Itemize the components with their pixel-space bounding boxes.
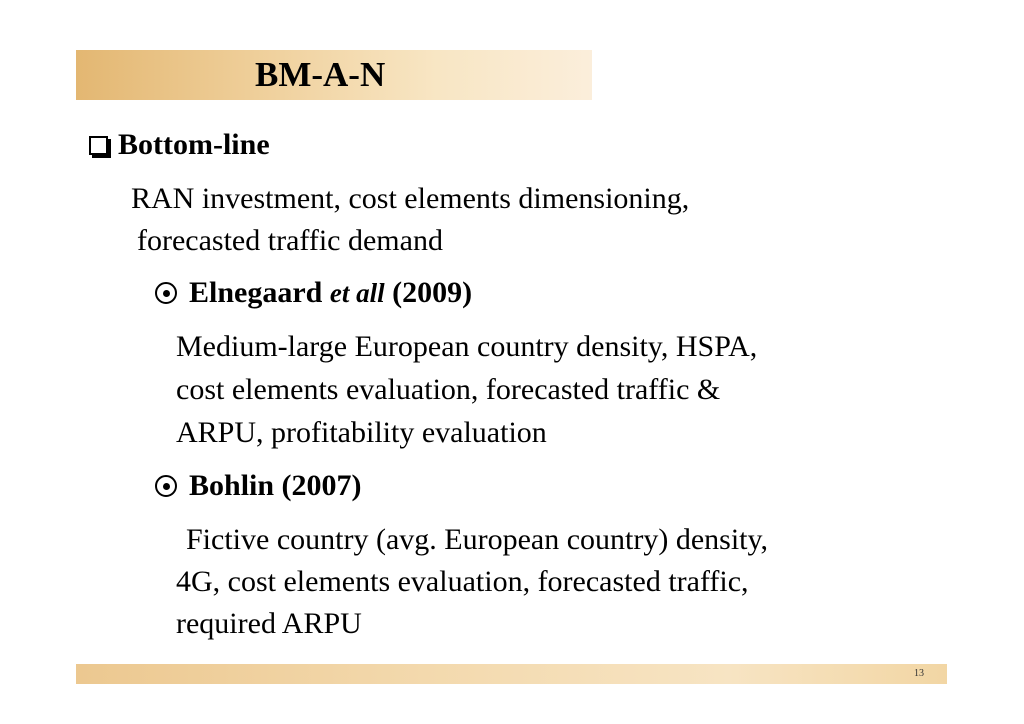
page-number: 13 [914,668,924,679]
intro-line-1: RAN investment, cost elements dimensioning, [131,182,690,215]
ref1-author: Elnegaard [189,276,323,309]
ref1-line-2: cost elements evaluation, forecasted traffic & [176,373,721,406]
heading-label: Bottom-line [118,128,270,161]
ref1-line-1: Medium-large European country density, HSPA, [176,330,758,363]
ref2-line-3: required ARPU [176,607,362,640]
footer-bar [76,664,947,684]
slide-title: BM-A-N [255,55,386,94]
ref2-label: Bohlin (2007) [189,469,362,502]
circle-dot-icon [155,475,177,497]
ref1-year: (2009) [392,276,473,309]
checkbox-icon [89,136,108,155]
heading-bottom-line [89,127,270,163]
ref1-etall: et all [329,278,385,308]
ref2-heading [155,468,362,504]
circle-dot-icon [155,282,177,304]
ref1-line-3: ARPU, profitability evaluation [176,416,547,449]
ref2-line-2: 4G, cost elements evaluation, forecasted traffic, [176,565,749,598]
ref1-heading [155,275,472,311]
ref2-line-1: Fictive country (avg. European country) density, [186,523,769,556]
intro-line-2: forecasted traffic demand [137,224,443,257]
